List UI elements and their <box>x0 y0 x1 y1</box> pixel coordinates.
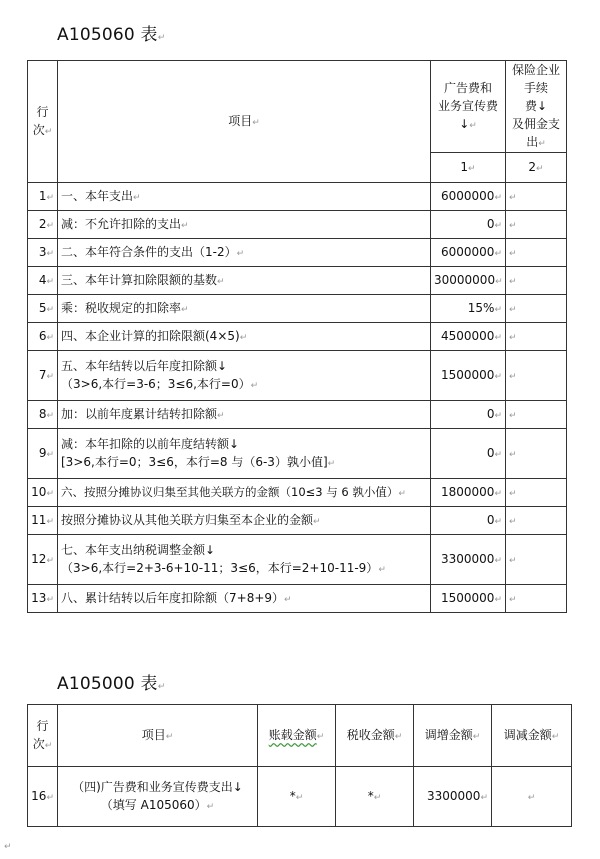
paragraph-mark-icon: ↵ <box>494 248 502 259</box>
paragraph-mark-icon: ↵ <box>378 564 386 575</box>
col2-header: 保险企业手续 费↓ 及佣金支出↵ <box>506 61 567 153</box>
table-row <box>28 210 567 238</box>
paragraph-mark-icon: ↵ <box>313 516 321 527</box>
col1-value: 6000000↵ <box>431 182 506 210</box>
paragraph-mark-icon: ↵ <box>509 332 517 343</box>
paragraph-mark-icon: ↵ <box>373 793 382 804</box>
paragraph-mark-icon: ↵ <box>494 488 502 499</box>
col1-value: 0↵ <box>431 506 506 534</box>
row-number: 2↵ <box>28 210 58 238</box>
table-row <box>28 584 567 612</box>
paragraph-mark-icon: ↵ <box>284 594 292 605</box>
book-amount-value: *↵ <box>258 767 336 827</box>
row-number: 12↵ <box>28 534 58 584</box>
table-row <box>28 478 567 506</box>
col1-value: 1800000↵ <box>431 478 506 506</box>
row-item: 按照分摊协议从其他关联方归集至本企业的金额↵ <box>58 506 431 534</box>
col2-value <box>506 266 567 294</box>
paragraph-mark-icon: ↵ <box>327 458 336 469</box>
paragraph-mark-icon: ↵ <box>536 163 544 174</box>
decrease-amount-header: 调减金额↵ <box>492 705 572 767</box>
paragraph-mark-icon: ↵ <box>46 449 54 460</box>
row-number: 13↵ <box>28 584 58 612</box>
col1-value: 15%↵ <box>431 294 506 322</box>
paragraph-mark-icon: ↵ <box>468 163 476 174</box>
col2-value <box>506 182 567 210</box>
row-number: 9↵ <box>28 428 58 478</box>
col2-value <box>506 478 567 506</box>
paragraph-mark-icon: ↵ <box>494 516 502 527</box>
row-item: 四、本企业计算的扣除限额(4×5)↵ <box>58 322 431 350</box>
paragraph-mark-icon: ↵ <box>206 802 215 813</box>
col1-value: 0↵ <box>431 400 506 428</box>
paragraph-mark-icon: ↵ <box>509 192 517 203</box>
paragraph-mark-icon: ↵ <box>494 304 502 315</box>
paragraph-mark-icon: ↵ <box>509 371 517 382</box>
paragraph-mark-icon: ↵ <box>472 732 481 743</box>
paragraph-mark-icon: ↵ <box>252 118 260 128</box>
col2-value <box>506 350 567 400</box>
row-item: 七、本年支出纳税调整金额↓ （3>6,本行=2+3-6+10-11；3≤6，本行=2+10-11-9）↵ <box>58 534 431 584</box>
paragraph-mark-icon: ↵ <box>494 555 502 566</box>
paragraph-mark-icon: ↵ <box>509 594 517 605</box>
increase-amount-value: 3300000↵ <box>414 767 492 827</box>
row-number: 4↵ <box>28 266 58 294</box>
row-item: 二、本年符合条件的支出（1-2）↵ <box>58 238 431 266</box>
row-number: 16↵ <box>28 767 58 827</box>
paragraph-mark-icon: ↵ <box>494 192 502 203</box>
col1-header: 广告费和 业务宣传费↓↵ <box>431 61 506 153</box>
book-amount-header: 账载金额↵ <box>258 705 336 767</box>
paragraph-mark-icon: ↵ <box>46 410 54 421</box>
col2-value <box>506 400 567 428</box>
paragraph-mark-icon: ↵ <box>494 449 502 460</box>
paragraph-mark-icon: ↵ <box>509 248 517 259</box>
advertising-expense-table <box>27 60 567 613</box>
col1-value: 1500000↵ <box>431 350 506 400</box>
row-item: 乘：税收规定的扣除率↵ <box>58 294 431 322</box>
paragraph-mark-icon: ↵ <box>509 516 517 527</box>
col2-value <box>506 294 567 322</box>
col1-value: 4500000↵ <box>431 322 506 350</box>
row-item: 减：不允许扣除的支出↵ <box>58 210 431 238</box>
col1-value: 3300000↵ <box>431 534 506 584</box>
col2-value <box>506 428 567 478</box>
table1-header-row <box>28 61 567 153</box>
table-row <box>28 506 567 534</box>
paragraph-mark-icon: ↵ <box>46 248 54 259</box>
row-number: 7↵ <box>28 350 58 400</box>
table-row <box>28 294 567 322</box>
row-item: 一、本年支出↵ <box>58 182 431 210</box>
item-header: 项目↵ <box>58 61 431 183</box>
col1-number: 1↵ <box>431 152 506 182</box>
table-row <box>28 322 567 350</box>
paragraph-mark-icon: ↵ <box>551 732 560 743</box>
paragraph-mark-icon: ↵ <box>46 192 54 203</box>
paragraph-mark-icon: ↵ <box>181 220 189 231</box>
paragraph-mark-icon: ↵ <box>509 276 517 287</box>
paragraph-mark-icon: ↵ <box>46 516 54 527</box>
paragraph-mark-icon: ↵ <box>4 842 12 852</box>
row-number: 5↵ <box>28 294 58 322</box>
paragraph-mark-icon: ↵ <box>494 594 502 605</box>
paragraph-mark-icon: ↵ <box>394 732 403 743</box>
row-item: 加：以前年度累计结转扣除额↵ <box>58 400 431 428</box>
row-item: （四)广告费和业务宣传费支出↓ （填写 A105060）↵ <box>58 767 258 827</box>
paragraph-mark-icon: ↵ <box>46 793 54 804</box>
tax-amount-value: *↵ <box>336 767 414 827</box>
paragraph-mark-icon: ↵ <box>398 488 406 499</box>
col1-value: 6000000↵ <box>431 238 506 266</box>
increase-amount-header: 调增金额↵ <box>414 705 492 767</box>
row-item: 八、累计结转以后年度扣除额（7+8+9）↵ <box>58 584 431 612</box>
paragraph-mark-icon: ↵ <box>239 332 248 343</box>
table1-title: A105060 表↵ <box>57 25 166 45</box>
paragraph-mark-icon: ↵ <box>217 410 225 421</box>
paragraph-mark-icon: ↵ <box>236 248 245 259</box>
row-number: 8↵ <box>28 400 58 428</box>
col1-value: 0↵ <box>431 210 506 238</box>
decrease-amount-value <box>492 767 572 827</box>
paragraph-mark-icon: ↵ <box>509 304 517 315</box>
col2-value <box>506 534 567 584</box>
paragraph-mark-icon: ↵ <box>509 220 517 231</box>
paragraph-mark-icon: ↵ <box>494 332 502 343</box>
paragraph-mark-icon: ↵ <box>527 793 536 804</box>
paragraph-mark-icon: ↵ <box>133 192 141 203</box>
paragraph-mark-icon: ↵ <box>509 555 517 566</box>
row-number: 10↵ <box>28 478 58 506</box>
table-row <box>28 428 567 478</box>
col2-value <box>506 210 567 238</box>
table-row <box>28 350 567 400</box>
paragraph-mark-icon: ↵ <box>44 741 53 752</box>
paragraph-mark-icon: ↵ <box>44 127 53 137</box>
paragraph-mark-icon: ↵ <box>509 449 517 460</box>
paragraph-mark-icon: ↵ <box>165 732 174 743</box>
table2-header-row <box>28 705 572 767</box>
paragraph-mark-icon: ↵ <box>217 276 225 287</box>
paragraph-mark-icon: ↵ <box>494 371 502 382</box>
paragraph-mark-icon: ↵ <box>495 276 503 287</box>
paragraph-mark-icon: ↵ <box>46 220 54 231</box>
paragraph-mark-icon: ↵ <box>46 304 54 315</box>
paragraph-mark-icon: ↵ <box>509 410 517 421</box>
paragraph-mark-icon: ↵ <box>46 371 54 382</box>
col1-value: 0↵ <box>431 428 506 478</box>
col1-value: 1500000↵ <box>431 584 506 612</box>
paragraph-mark-icon: ↵ <box>46 488 54 499</box>
paragraph-mark-icon: ↵ <box>157 682 166 692</box>
paragraph-mark-icon: ↵ <box>316 732 325 743</box>
paragraph-mark-icon: ↵ <box>46 555 54 566</box>
row-item: 六、按照分摊协议归集至其他关联方的金额（10≤3 与 6 孰小值）↵ <box>58 478 431 506</box>
row-number-header: 行 次↵ <box>28 61 58 183</box>
col2-value <box>506 506 567 534</box>
tax-adjustment-table <box>27 704 572 827</box>
col2-value <box>506 238 567 266</box>
paragraph-mark-icon: ↵ <box>494 220 502 231</box>
col2-value <box>506 584 567 612</box>
tax-amount-header: 税收金额↵ <box>336 705 414 767</box>
col2-number: 2↵ <box>506 152 567 182</box>
row-number-header: 行 次↵ <box>28 705 58 767</box>
row-number: 3↵ <box>28 238 58 266</box>
paragraph-mark-icon: ↵ <box>480 793 488 804</box>
paragraph-mark-icon: ↵ <box>157 33 166 43</box>
row-item: 三、本年计算扣除限额的基数↵ <box>58 266 431 294</box>
table-row <box>28 182 567 210</box>
table-row <box>28 238 567 266</box>
paragraph-mark-icon: ↵ <box>46 332 54 343</box>
table-row <box>28 266 567 294</box>
row-number: 6↵ <box>28 322 58 350</box>
table-row <box>28 534 567 584</box>
row-number: 11↵ <box>28 506 58 534</box>
paragraph-mark-icon: ↵ <box>494 410 502 421</box>
col1-value: 30000000↵ <box>431 266 506 294</box>
table2-title: A105000 表↵ <box>57 674 166 694</box>
paragraph-mark-icon: ↵ <box>509 488 517 499</box>
paragraph-mark-icon: ↵ <box>181 304 189 315</box>
row-number: 1↵ <box>28 182 58 210</box>
table-row <box>28 767 572 827</box>
paragraph-mark-icon: ↵ <box>469 121 477 131</box>
row-item: 减：本年扣除的以前年度结转额↓ [3>6,本行=0；3≤6，本行=8 与（6-3）孰小值]↵ <box>58 428 431 478</box>
row-item: 五、本年结转以后年度扣除额↓ （3>6,本行=3-6；3≤6,本行=0）↵ <box>58 350 431 400</box>
item-header: 项目↵ <box>58 705 258 767</box>
paragraph-mark-icon: ↵ <box>295 793 304 804</box>
paragraph-mark-icon: ↵ <box>46 276 54 287</box>
paragraph-mark-icon: ↵ <box>250 380 259 391</box>
paragraph-mark-icon: ↵ <box>538 139 546 149</box>
table-row <box>28 400 567 428</box>
paragraph-mark-icon: ↵ <box>46 594 54 605</box>
col2-value <box>506 322 567 350</box>
